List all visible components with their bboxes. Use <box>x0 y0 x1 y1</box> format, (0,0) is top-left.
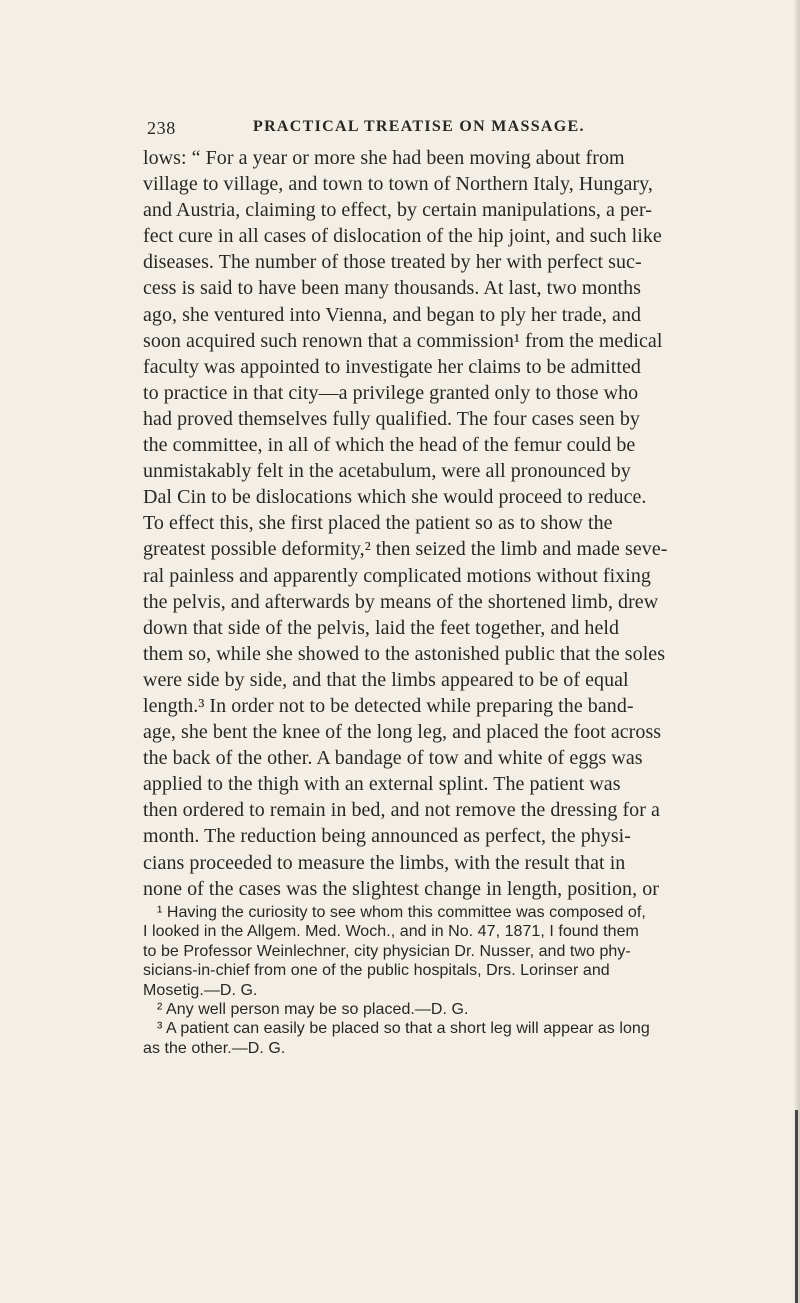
footnote-line-7: ³ A patient can easily be placed so that a short leg will appear as long <box>157 1020 650 1038</box>
footnote-line-1: ¹ Having the curiosity to see whom this committee was composed of, <box>157 904 646 921</box>
body-line-22: length.³ In order not to be detected while preparing the band- <box>143 694 634 717</box>
page-number: 238 <box>147 118 176 138</box>
footnotes <box>143 903 709 1058</box>
body-line-13: unmistakably felt in the acetabulum, were all pronounced by <box>143 460 631 483</box>
body-line-15: To effect this, she first placed the patient so as to show the <box>143 512 613 535</box>
footnote-line-6: ² Any well person may be so placed.—D. G. <box>157 1000 469 1018</box>
body-line-16: greatest possible deformity,² then seized the limb and made seve- <box>143 538 668 561</box>
body-line-28: cians proceeded to measure the limbs, with the result that in <box>143 851 626 874</box>
body-line-12: the committee, in all of which the head of the femur could be <box>143 434 636 457</box>
footnote-line-4: sicians-in-chief from one of the public hospitals, Drs. Lorinser and <box>143 962 610 980</box>
footnote-line-8: as the other.—D. G. <box>143 1039 286 1057</box>
body-line-8: soon acquired such renown that a commission¹ from the medical <box>143 329 663 352</box>
scan-binding-mark <box>795 1110 798 1303</box>
body-line-19: down that side of the pelvis, laid the feet together, and held <box>143 616 620 639</box>
body-line-27: month. The reduction being announced as perfect, the physi- <box>143 825 631 848</box>
body-line-17: ral painless and apparently complicated motions without fixing <box>143 564 651 587</box>
body-line-11: had proved themselves fully qualified. The four cases seen by <box>143 407 640 430</box>
body-line-3: and Austria, claiming to effect, by certain manipulations, a per- <box>143 199 652 222</box>
body-line-4: fect cure in all cases of dislocation of the hip joint, and such like <box>143 225 662 248</box>
footnote-line-2: I looked in the Allgem. Med. Woch., and in No. 47, 1871, I found them <box>143 923 639 941</box>
body-line-18: the pelvis, and afterwards by means of the shortened limb, drew <box>143 590 659 613</box>
page-header <box>147 118 707 142</box>
body-line-23: age, she bent the knee of the long leg, and placed the foot across <box>143 721 662 744</box>
body-line-1: lows: “ For a year or more she had been moving about from <box>143 147 625 169</box>
body-line-6: cess is said to have been many thousands. At last, two months <box>143 277 641 300</box>
body-line-25: applied to the thigh with an external splint. The patient was <box>143 773 621 796</box>
body-line-21: were side by side, and that the limbs appeared to be of equal <box>143 668 629 691</box>
body-line-2: village to village, and town to town of Northern Italy, Hungary, <box>143 173 653 196</box>
body-line-9: faculty was appointed to investigate her claims to be admitted <box>143 355 641 378</box>
body-line-20: them so, while she showed to the astonished public that the soles <box>143 642 666 665</box>
body-line-7: ago, she ventured into Vienna, and began to ply her trade, and <box>143 303 642 326</box>
body-line-5: diseases. The number of those treated by her with perfect suc- <box>143 251 642 274</box>
running-head: PRACTICAL TREATISE ON MASSAGE. <box>253 118 585 135</box>
footnote-line-5: Mosetig.—D. G. <box>143 981 258 999</box>
body-line-29: none of the cases was the slightest change in length, position, or <box>143 877 659 900</box>
body-line-10: to practice in that city—a privilege granted only to those who <box>143 381 639 404</box>
body-line-26: then ordered to remain in bed, and not remove the dressing for a <box>143 799 660 822</box>
body-line-14: Dal Cin to be dislocations which she would proceed to reduce. <box>143 486 647 509</box>
main-text <box>143 145 709 902</box>
footnote-line-3: to be Professor Weinlechner, city physician Dr. Nusser, and two phy- <box>143 942 631 960</box>
scan-edge-shadow <box>793 0 800 1303</box>
body-line-24: the back of the other. A bandage of tow and white of eggs was <box>143 747 643 770</box>
